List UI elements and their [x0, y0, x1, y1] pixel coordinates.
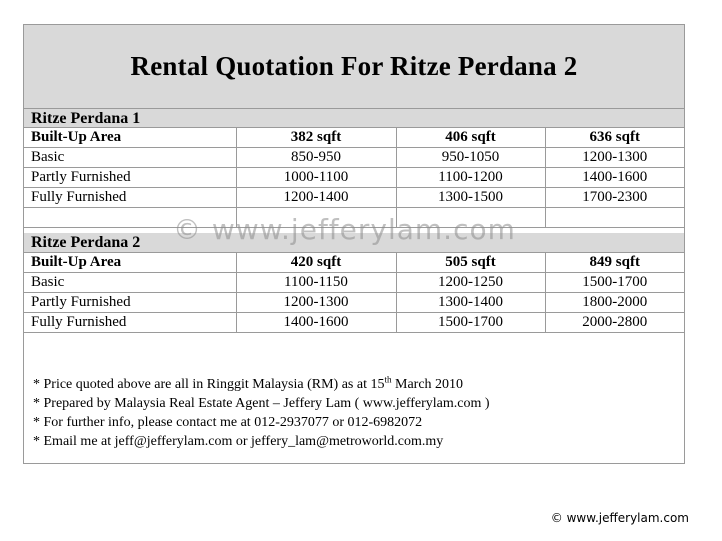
note-text: * Price quoted above are all in Ringgit Malaysia (RM) as at 15 — [33, 377, 385, 392]
price-cell: 1700-2300 — [545, 188, 684, 208]
header-cell: 636 sqft — [545, 128, 684, 148]
price-cell: 950-1050 — [396, 148, 545, 168]
row-label: Basic — [24, 148, 236, 168]
header-cell: 420 sqft — [236, 253, 396, 273]
note-line: * For further info, please contact me at 012-2937077 or 012-6982072 — [33, 415, 423, 430]
rental-table-ritze-perdana-2 — [24, 253, 684, 333]
watermark-text: © www.jefferylam.com — [173, 213, 516, 246]
notes-block — [33, 375, 673, 451]
table-row — [24, 168, 684, 188]
price-cell: 2000-2800 — [545, 313, 684, 333]
price-cell: 1800-2000 — [545, 293, 684, 313]
price-cell: 1000-1100 — [236, 168, 396, 188]
note-text: March 2010 — [391, 377, 464, 392]
table-row — [24, 148, 684, 168]
table-row — [24, 313, 684, 333]
section-heading-ritze-perdana-2: Ritze Perdana 2 — [24, 233, 684, 253]
price-cell: 1500-1700 — [545, 273, 684, 293]
row-label: Partly Furnished — [24, 293, 236, 313]
page-title: Rental Quotation For Ritze Perdana 2 — [130, 51, 578, 81]
table-header-row — [24, 253, 684, 273]
row-label: Partly Furnished — [24, 168, 236, 188]
ordinal-superscript: th — [384, 374, 392, 385]
header-cell: 406 sqft — [396, 128, 545, 148]
row-label: Fully Furnished — [24, 313, 236, 333]
note-line — [33, 375, 673, 394]
price-cell: 1200-1400 — [236, 188, 396, 208]
price-cell: 1200-1250 — [396, 273, 545, 293]
table-header-row — [24, 128, 684, 148]
table-row — [24, 293, 684, 313]
price-cell: 1200-1300 — [545, 148, 684, 168]
table-row — [24, 188, 684, 208]
price-cell: 1300-1400 — [396, 293, 545, 313]
table-row — [24, 273, 684, 293]
price-cell: 1300-1500 — [396, 188, 545, 208]
header-cell: Built-Up Area — [24, 128, 236, 148]
price-cell: 1200-1300 — [236, 293, 396, 313]
section-heading-ritze-perdana-1: Ritze Perdana 1 — [24, 108, 684, 128]
price-cell: 1100-1200 — [396, 168, 545, 188]
footer-credit: © www.jefferylam.com — [550, 511, 689, 525]
note-line: * Email me at jeff@jefferylam.com or jeffery_lam@metroworld.com.my — [33, 434, 444, 449]
price-cell: 1400-1600 — [236, 313, 396, 333]
row-label: Basic — [24, 273, 236, 293]
price-cell: 1100-1150 — [236, 273, 396, 293]
row-label: Fully Furnished — [24, 188, 236, 208]
header-cell: Built-Up Area — [24, 253, 236, 273]
title-band — [24, 25, 684, 109]
price-cell: 1400-1600 — [545, 168, 684, 188]
note-line: * Prepared by Malaysia Real Estate Agent – Jeffery Lam ( www.jefferylam.com ) — [33, 396, 490, 411]
price-cell: 850-950 — [236, 148, 396, 168]
header-cell: 505 sqft — [396, 253, 545, 273]
price-cell: 1500-1700 — [396, 313, 545, 333]
header-cell: 849 sqft — [545, 253, 684, 273]
header-cell: 382 sqft — [236, 128, 396, 148]
